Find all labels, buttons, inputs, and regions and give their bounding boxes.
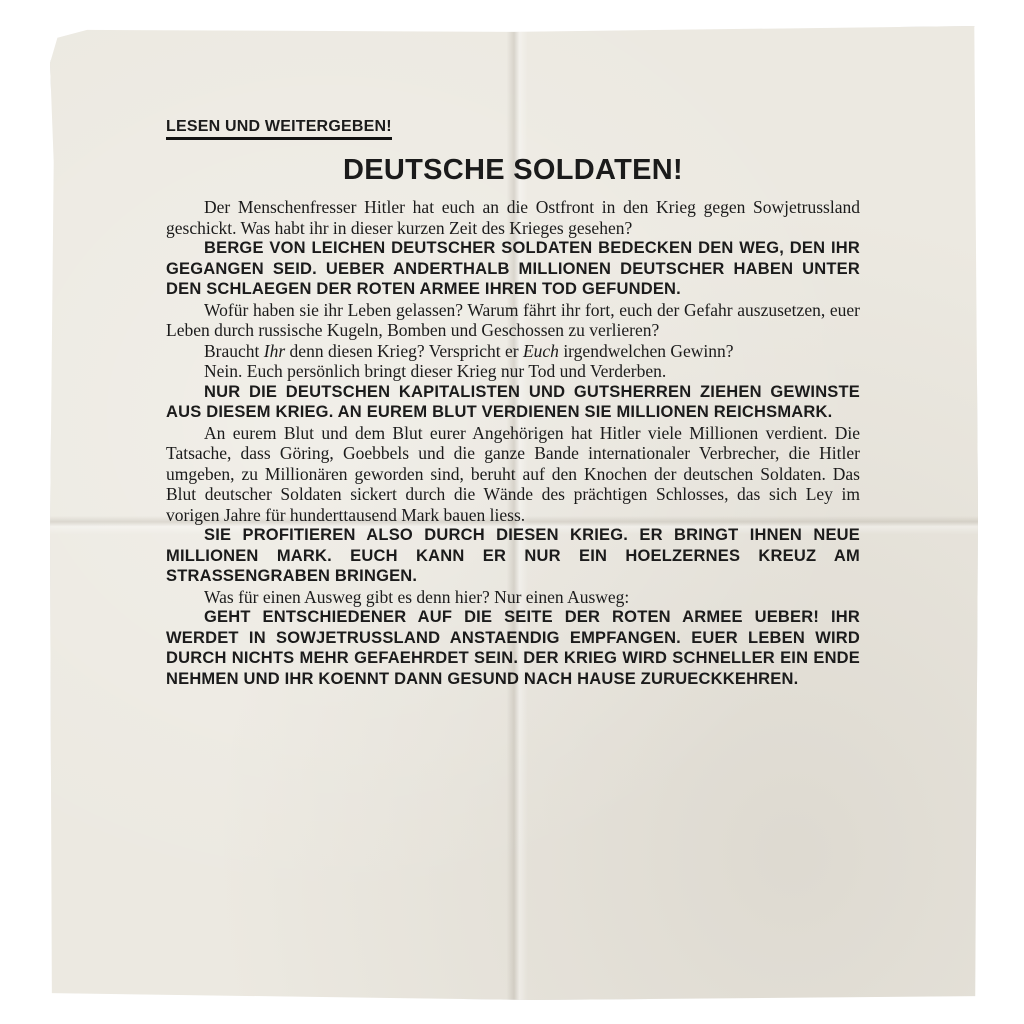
paragraph-1: Der Menschenfresser Hitler hat euch an die Ostfront in den Krieg gegen Sowjetrussland geschickt. Was habt ihr in dieser kurzen Zeit des Krieges gesehen? [166,197,860,238]
caps-paragraph-1: BERGE VON LEICHEN DEUTSCHER SOLDATEN BEDECKEN DEN WEG, DEN IHR GEGANGEN SEID. UEBER ANDERTHALB MILLIONEN DEUTSCHER HABEN UNTER DEN SCHLAEGEN DER ROTEN ARMEE IHREN TOD GEFUNDEN. [166,239,860,298]
paragraph-3-emphasis-b: Euch [522,340,559,361]
kicker-heading [166,118,860,140]
caps-paragraph-2: NUR DIE DEUTSCHEN KAPITALISTEN UND GUTSHERREN ZIEHEN GEWINSTE AUS DIESEM KRIEG. AN EUREM BLUT VERDIENEN SIE MILLIONEN REICHSMARK. [166,382,860,421]
paragraph-3-part-b: denn diesen Krieg? Verspricht er [285,340,523,361]
paragraph-2: Wofür haben sie ihr Leben gelassen? Warum fährt ihr fort, euch der Gefahr auszusetzen, euer Leben durch russische Kugeln, Bomben und Geschossen zu verlieren? [166,299,860,340]
kicker-text: LESEN UND WEITERGEBEN! [166,118,392,140]
paragraph-3-part-c: irgendwelchen Gewinn? [558,340,734,361]
leaflet-text-block [166,118,860,689]
caps-paragraph-4: GEHT ENTSCHIEDENER AUF DIE SEITE DER ROTEN ARMEE UEBER! IHR WERDET IN SOWJETRUSSLAND ANSTAENDIG EMPFANGEN. EUER LEBEN WIRD DURCH NICHTS MEHR GEFAEHRDET SEIN. DER KRIEG WIRD SCHNELLER EIN ENDE NEHMEN UND IHR KOENNT DANN GESUND NACH HAUSE ZURUECKKEHREN. [166,608,860,688]
paragraph-4: Nein. Euch persönlich bringt dieser Krieg nur Tod und Verderben. [204,361,667,381]
caps-paragraph-3: SIE PROFITIEREN ALSO DURCH DIESEN KRIEG. ER BRINGT IHNEN NEUE MILLIONEN MARK. EUCH KANN ER NUR EIN HOELZERNES KREUZ AM STRASSENGRABEN BRINGEN. [166,526,860,585]
paragraph-5: An eurem Blut und dem Blut eurer Angehörigen hat Hitler viele Millionen verdient. Die Tatsache, dass Göring, Goebbels und die ganze Bande internationaler Verbrecher, die Hitler umgeben, zu Millionären geworden sind, beruht auf den Knochen der deutschen Soldaten. Das Blut deutscher Soldaten sickert durch die Wände des prächtigen Schlosses, das sich Ley im vorigen Jahre für hunderttausend Mark bauen liess. [166,422,860,525]
paragraph-3-emphasis-a: Ihr [263,340,286,361]
paragraph-6: Was für einen Ausweg gibt es denn hier? Nur einen Ausweg: [204,586,630,607]
leaflet-title: DEUTSCHE SOLDATEN! [343,154,683,186]
paragraph-3 [166,341,860,362]
paragraph-3-part-a: Braucht [204,340,264,361]
